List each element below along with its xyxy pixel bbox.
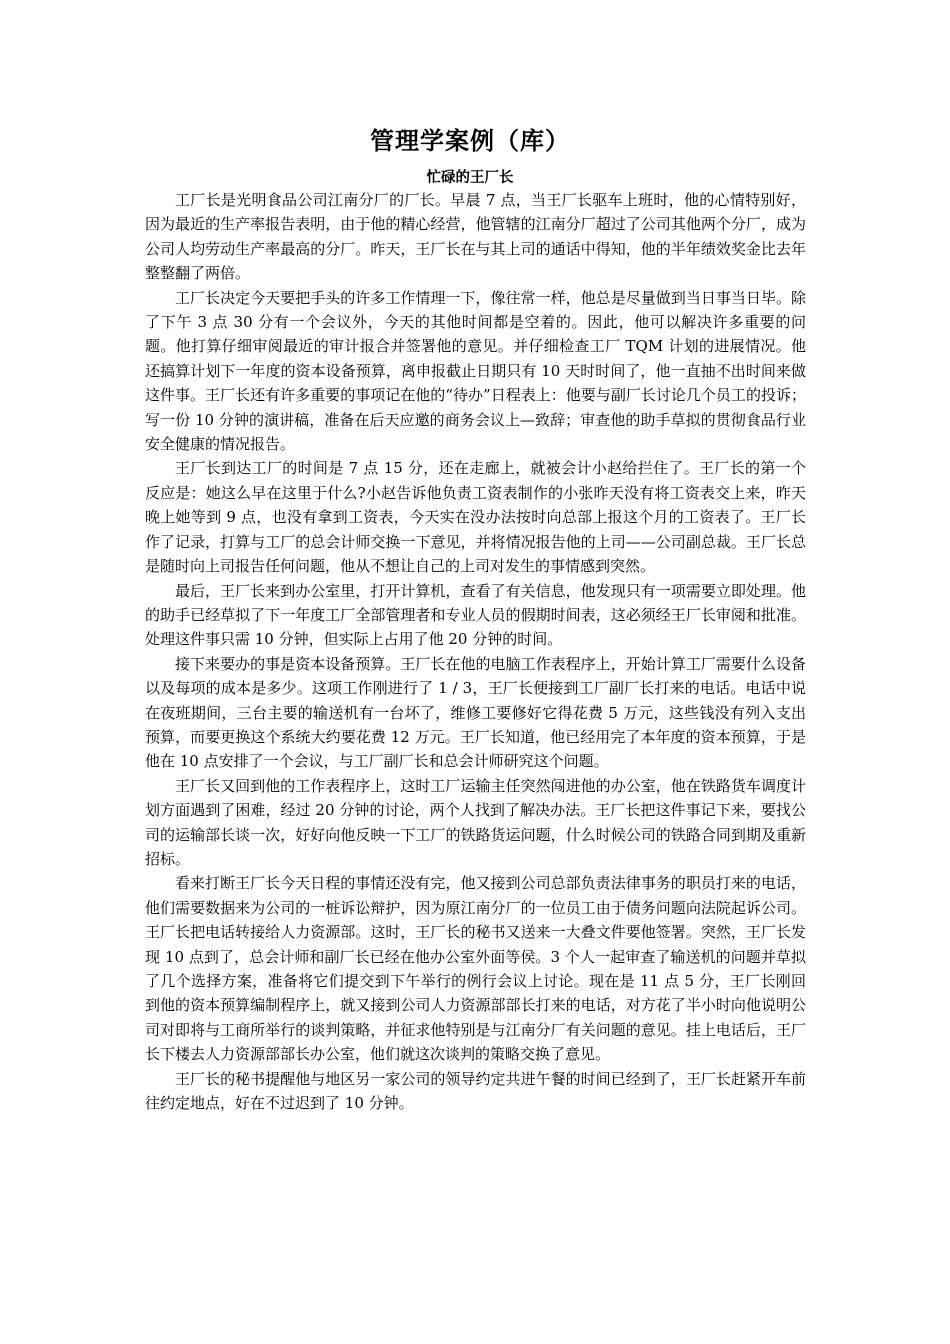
paragraph: 王厂长到达工厂的时间是 7 点 15 分，还在走廊上，就被会计小赵给拦住了。王厂长的第一个反应是：她这么早在这里于什么?小赵告诉他负责工资表制作的小张昨天没有将工资表交上来，昨天晚上她等到 9 点，也没有拿到工资表，今天实在没办法按时向总部上报这个月的工资表了。王厂长作了记录，打算与工厂的总会计师交换一下意见，并将情况报告他的上司——公司副总裁。王厂长总是随时向上司报告任何问题，他从不想让自己的上司对发生的事情感到突然。 xyxy=(145,459,806,576)
document-body xyxy=(145,188,806,1115)
document-title: 管理学案例（库） xyxy=(370,127,570,155)
paragraph: 看来打断王厂长今天日程的事情还没有完，他又接到公司总部负责法律事务的职员打来的电话，他们需要数据来为公司的一桩诉讼辩护，因为原江南分厂的一位员工由于债务问题向法院起诉公司。王厂长把电话转接给人力资源部。这时，王厂长的秘书又送来一大叠文件要他签署。突然，王厂长发现 10 点到了，总会计师和副厂长已经在他办公室外面等侯。3 个人一起审查了输送机的问题并草拟了几个选择方案，准备将它们提交到下午举行的例行会议上讨论。现在是 11 点 5 分，王厂长刚回到他的资本预算编制程序上，就又接到公司人力资源部部长打来的电话，对方花了半小时向他说明公司对即将与工商所举行的谈判策略，并征求他特别是与江南分厂有关问题的意见。挂上电话后，王厂长下楼去人力资源部部长办公室，他们就这次谈判的策略交换了意见。 xyxy=(145,874,806,1064)
paragraph: 王厂长又回到他的工作表程序上，这时工厂运输主任突然闯进他的办公室，他在铁路货车调度计划方面遇到了困难，经过 20 分钟的讨论，两个人找到了解决办法。王厂长把这件事记下来，要找公司的运输部长谈一次，好好向他反映一下工厂的铁路货运问题，什么时候公司的铁路合同到期及重新招标。 xyxy=(145,776,806,868)
paragraph: 王厂长的秘书提醒他与地区另一家公司的领导约定共进午餐的时间已经到了，王厂长赶紧开车前往约定地点，好在不过迟到了 10 分钟。 xyxy=(145,1069,806,1113)
paragraph: 最后，王厂长来到办公室里，打开计算机，查看了有关信息，他发现只有一项需要立即处理。他的助手已经草拟了下一年度工厂全部管理者和专业人员的假期时间表，这必须经王厂长审阅和批准。处理这件事只需 10 分钟，但实际上占用了他 20 分钟的时间。 xyxy=(145,581,806,649)
paragraph: 工厂长决定今天要把手头的许多工作情理一下，像往常一样，他总是尽量做到当日事当日毕。除了下午 3 点 30 分有一个会议外，今天的其他时间都是空着的。因此，他可以解决许多重要的问题。他打算仔细审阅最近的审计报合并签署他的意见。并仔细检查工厂 TQM 计划的进展情况。他还搞算计划下一年度的资本设备预算，离申报截止日期只有 10 天时时间了，他一直抽不出时间来做这件事。王厂长还有许多重要的事项记在他的“待办”日程表上：他要与副厂长讨论几个员工的投诉；写一份 10 分钟的演讲稿，准备在后天应邀的商务会议上—致辞；审查他的助手草拟的贯彻食品行业安全健康的情况报告。 xyxy=(145,288,806,454)
case-subtitle: 忙碌的王厂长 xyxy=(426,170,514,186)
paragraph: 工厂长是光明食品公司江南分厂的厂长。早晨 7 点，当王厂长驱车上班时，他的心情特别好，因为最近的生产率报告表明，由于他的精心经营，他管辖的江南分厂超过了公司其他两个分厂，成为公司人均劳动生产率最高的分厂。昨天，王厂长在与其上司的通话中得知，他的半年绩效奖金比去年整整翻了两倍。 xyxy=(145,191,806,283)
paragraph: 接下来要办的事是资本设备预算。王厂长在他的电脑工作表程序上，开始计算工厂需要什么设备以及每项的成本是多少。这项工作刚进行了 1 / 3，王厂长便接到工厂副厂长打来的电话。电话中说在夜班期间，三台主要的输送机有一台坏了，维修工要修好它得花费 5 万元，这些钱没有列入支出预算，而要更换这个系统大约要花费 12 万元。王厂长知道，他已经用完了本年度的资本预算，于是他在 10 点安排了一个会议，与工厂副厂长和总会计师研究这个问题。 xyxy=(145,654,806,771)
